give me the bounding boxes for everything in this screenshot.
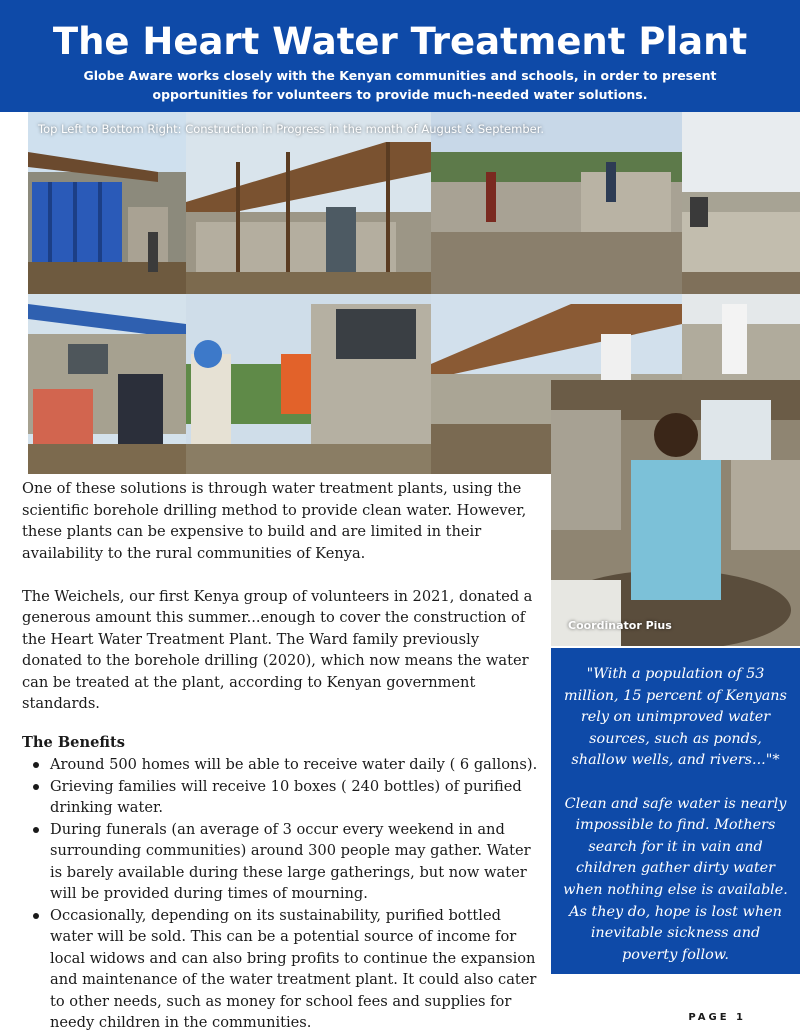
body-paragraph-2: The Weichels, our first Kenya group of volunteers in 2021, donated a generous amount this summer...enough to cover the construction of the Heart Water Treatment Plant. The Ward family previously donated to the borehole drilling (2020), which now means the water can be treated at the plant, according to Kenyan government standards.: [22, 587, 533, 712]
benefits-list: [22, 754, 542, 1034]
quote-box: [551, 648, 800, 974]
construction-photo-6: [186, 294, 431, 474]
header-banner: [0, 0, 800, 112]
page-subtitle: Globe Aware works closely with the Kenyan communities and schools, in order to present opportunities for volunteers to provide much-needed water solutions.: [83, 68, 717, 102]
quote-paragraph-2: Clean and safe water is nearly impossible to find. Mothers search for it in vain and children gather dirty water when nothing else is available. As they do, hope is lost when inevitable sickness and poverty follow.: [563, 795, 788, 963]
construction-photo-8: [682, 294, 800, 380]
body-paragraph-1: One of these solutions is through water treatment plants, using the scientific borehole drilling method to provide clean water. However, these plants can be expensive to build and are limited in their availability to the rural communities of Kenya.: [22, 480, 527, 562]
coordinator-caption: Coordinator Pius: [568, 619, 672, 632]
collage-caption: Top Left to Bottom Right: Construction in Progress in the month of August & September.: [38, 122, 545, 136]
construction-photo-4: [682, 112, 800, 294]
construction-photo-3: [431, 112, 682, 294]
benefit-item: Grieving families will receive 10 boxes ( 240 bottles) of purified drinking water.: [50, 776, 542, 819]
benefit-item: Occasionally, depending on its sustainability, purified bottled water will be sold. This can be a potential source of income for local widows and can also bring profits to continue the expansion and maintenance of the water treatment plant. It could also cater to other needs, such as money for school fees and supplies for needy children in the communities.: [50, 905, 542, 1034]
benefits-heading: The Benefits: [22, 734, 125, 751]
quote-paragraph-1: "With a population of 53 million, 15 percent of Kenyans rely on unimproved water sources, such as ponds, shallow wells, and rivers..."*: [564, 666, 787, 769]
page-number: PAGE 1: [688, 1012, 746, 1023]
coordinator-photo: [551, 380, 800, 646]
benefit-item: During funerals (an average of 3 occur every weekend in and surrounding communities) around 300 people may gather. Water is barely available during these large gatherings, but now water will be provided during times of mourning.: [50, 819, 542, 905]
construction-photo-5: [28, 294, 186, 474]
page-title: The Heart Water Treatment Plant: [52, 20, 748, 63]
construction-photo-2: [186, 112, 431, 294]
benefit-item: Around 500 homes will be able to receive water daily ( 6 gallons).: [50, 754, 542, 776]
article-body: [22, 478, 542, 1034]
construction-photo-1: [28, 112, 186, 294]
